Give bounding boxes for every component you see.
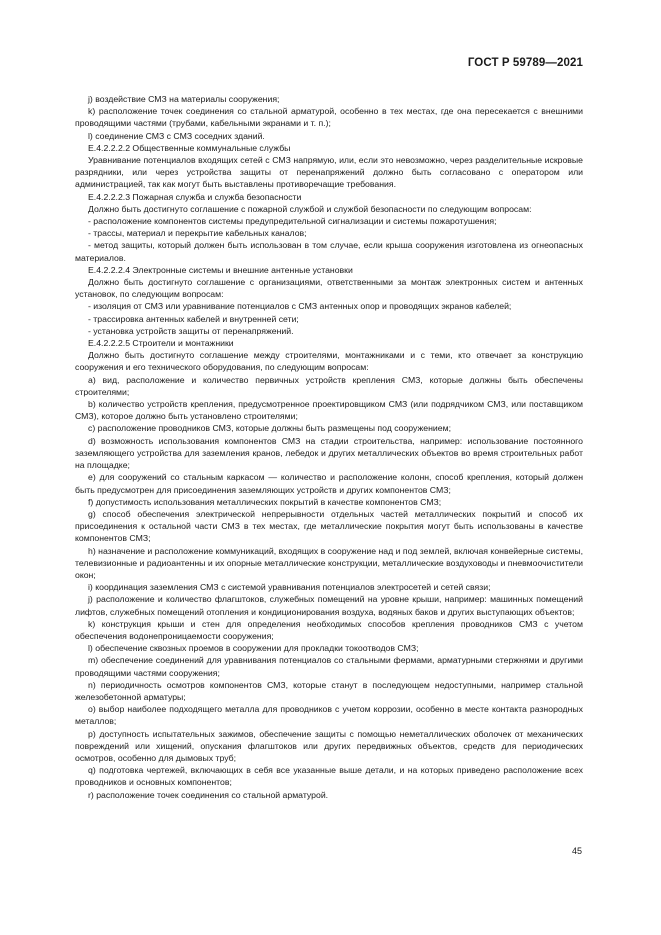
paragraph: p) доступность испытательных зажимов, обеспечение защиты с помощью неметаллических оболочек от механических повреждений или хищений, опускания флагштоков или других передвижных объектов, средств для периодических осмотров, особенно для дымовых труб;: [75, 728, 583, 763]
paragraph: q) подготовка чертежей, включающих в себя все указанные выше детали, и на которых приведено расположение всех проводников и основных компонентов;: [75, 765, 583, 788]
paragraph: j) расположение и количество флагштоков, служебных помещений на уровне крыши, например: машинных помещений лифтов, служебных помещений отопления и кондиционирования воздуха, водяных баков и других выступающих объектов;: [75, 594, 583, 617]
paragraph: n) периодичность осмотров компонентов СМЗ, которые станут в последующем недоступными, например стальной железобетонной арматуры;: [75, 679, 583, 702]
paragraph: Уравнивание потенциалов входящих сетей с СМЗ напрямую, или, если это невозможно, через разделительные искровые разрядники, или через устройства защиты от перенапряжений должно быть согласовано с оператором или администрацией, так как могут быть выставлены противоречащие требования.: [75, 155, 583, 190]
paragraph: c) расположение проводников СМЗ, которые должны быть размещены под сооружением;: [88, 423, 451, 434]
document-body: [75, 93, 583, 801]
paragraph: Должно быть достигнуто соглашение с пожарной службой и службой безопасности по следующим вопросам:: [88, 203, 532, 214]
paragraph: - изоляция от СМЗ или уравнивание потенциалов с СМЗ антенных опор и проводящих экранов кабелей;: [88, 301, 512, 312]
paragraph: Е.4.2.2.2.4 Электронные системы и внешние антенные установки: [88, 264, 353, 275]
paragraph: - трассировка антенных кабелей и внутренней сети;: [88, 313, 299, 324]
paragraph: h) назначение и расположение коммуникаций, входящих в сооружение над и под землей, включая конвейерные системы, телевизионные и радиоантенны и их опорные металлические конструкции, металлические воздуховоды и пневмоочистители окон;: [75, 545, 583, 580]
paragraph: Е.4.2.2.2.2 Общественные коммунальные службы: [88, 142, 291, 153]
paragraph: - трассы, материал и перекрытие кабельных каналов;: [88, 228, 307, 239]
paragraph: d) возможность использования компонентов СМЗ на стадии строительства, например: использование постоянного заземляющего устройства для заземления кранов, лебедок и других металлических объектов во время строительных работ на площадке;: [75, 435, 583, 471]
paragraph: l) обеспечение сквозных проемов в сооружении для прокладки токоотводов СМЗ;: [88, 643, 419, 654]
paragraph: b) количество устройств крепления, предусмотренное проектировщиком СМЗ (или подрядчиком СМЗ, или поставщиком СМЗ), которое должно быть установлено строителями;: [75, 399, 583, 422]
page-number: 45: [571, 846, 582, 856]
paragraph: f) допустимость использования металлических покрытий в качестве компонентов СМЗ;: [88, 496, 442, 507]
paragraph: - расположение компонентов системы предупредительной сигнализации и системы пожаротушения;: [88, 216, 497, 227]
paragraph: i) координация заземления СМЗ с системой уравнивания потенциалов электросетей и сетей связи;: [88, 582, 491, 593]
paragraph: e) для сооружений со стальным каркасом — количество и расположение колонн, способ крепления, который должен быть предусмотрен для присоединения заземляющих устройств и других компонентов СМЗ;: [75, 472, 583, 495]
paragraph: o) выбор наиболее подходящего металла для проводников с учетом коррозии, особенно в месте контакта разнородных металлов;: [75, 704, 583, 727]
paragraph: m) обеспечение соединений для уравнивания потенциалов со стальными фермами, арматурными стержнями и другими проводящими частями сооружения;: [75, 655, 583, 678]
paragraph: Е.4.2.2.2.3 Пожарная служба и служба безопасности: [88, 191, 302, 202]
paragraph: k) расположение точек соединения со стальной арматурой, особенно в тех местах, где она пересекается с внешними проводящими частями (трубами, кабельными экранами и т. п.);: [75, 106, 583, 129]
paragraph: Е.4.2.2.2.5 Строители и монтажники: [88, 338, 234, 349]
paragraph: - установка устройств защиты от перенапряжений.: [88, 325, 294, 336]
paragraph: l) соединение СМЗ с СМЗ соседних зданий.: [88, 130, 265, 141]
paragraph: Должно быть достигнуто соглашение с организациями, ответственными за монтаж электронных систем и антенных установок, по следующим вопросам:: [75, 277, 583, 300]
paragraph: j) воздействие СМЗ на материалы сооружения;: [88, 94, 280, 104]
paragraph: k) конструкция крыши и стен для определения необходимых способов крепления проводников СМЗ с учетом обеспечения водонепроницаемости сооружения;: [75, 618, 583, 641]
paragraph: Должно быть достигнуто соглашение между строителями, монтажниками и с теми, кто отвечает за конструкцию сооружения и его технического оборудования, по следующим вопросам:: [75, 350, 583, 373]
document-header-title: ГОСТ Р 59789—2021: [467, 57, 583, 69]
paragraph: a) вид, расположение и количество первичных устройств крепления СМЗ, которые должны быть обеспечены строителями;: [75, 374, 583, 397]
paragraph: r) расположение точек соединения со стальной арматурой.: [88, 789, 329, 800]
paragraph: g) способ обеспечения электрической непрерывности отдельных частей металлических покрытий и способ их присоединения к остальной части СМЗ в тех местах, где металлические покрытия могут быть использованы в качестве компонентов СМЗ;: [75, 508, 583, 544]
paragraph: - метод защиты, который должен быть использован в том случае, если крыша сооружения изготовлена из огнеопасных материалов.: [75, 240, 583, 263]
